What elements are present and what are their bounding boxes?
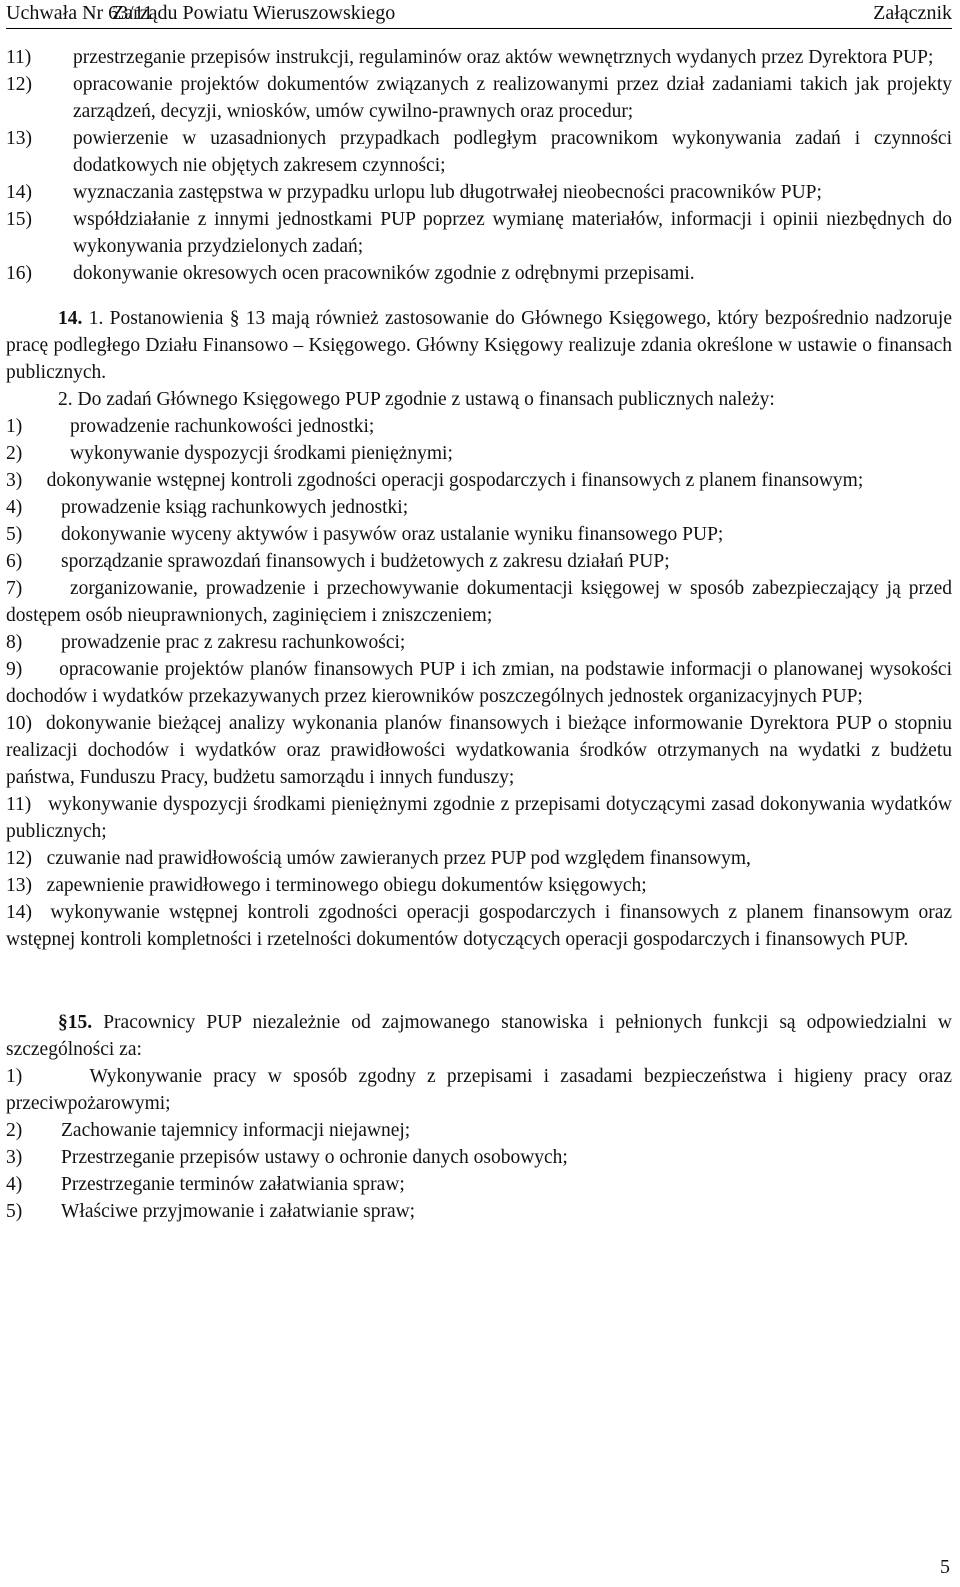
section-15 — [6, 1009, 952, 1063]
list-item: 2) Zachowanie tajemnicy informacji niejawnej; — [6, 1120, 411, 1141]
section-14 — [6, 305, 952, 413]
list-item: 14) wykonywanie wstępnej kontroli zgodności operacji gospodarczych i finansowych z planem finansowym oraz wstępnej kontroli kompletności i rzetelności dokumentów dotyczących operacji gospodarczych i finansowych PUP. — [6, 902, 953, 950]
list-item: 9) opracowanie projektów planów finansowych PUP i ich zmian, na podstawie informacji o planowanej wysokości dochodów i wydatków przekazywanych przez kierowników poszczególnych jednostek organizacyjnych PUP; — [6, 659, 952, 707]
document-body — [6, 44, 952, 1225]
list-item: 13) zapewnienie prawidłowego i terminowego obiegu dokumentów księgowych; — [6, 875, 647, 896]
list-item: 15) współdziałanie z innymi jednostkami PUP poprzez wymianę materiałów, informacji i opinii niezbędnych do wykonywania przydzielonych zadań; — [6, 209, 952, 257]
section-14-number: 14. — [58, 308, 83, 329]
list-item: 8) prowadzenie prac z zakresu rachunkowości; — [6, 632, 406, 653]
list-item: 11) wykonywanie dyspozycji środkami pieniężnymi zgodnie z przepisami dotyczącymi zasad dokonywania wydatków publicznych; — [6, 794, 952, 842]
list-item: 6) sporządzanie sprawozdań finansowych i budżetowych z zakresu działań PUP; — [6, 551, 670, 572]
list-item: 5) Właściwe przyjmowanie i załatwianie spraw; — [6, 1201, 416, 1222]
list-item: 12) opracowanie projektów dokumentów związanych z realizowanymi przez dział zadaniami takich jak projekty zarządzeń, decyzji, wniosków, umów cywilno-prawnych oraz procedur; — [6, 74, 952, 122]
page-header — [6, 0, 952, 29]
header-resolution: Uchwała Nr 63/11 — [6, 2, 153, 24]
list-item: 1) prowadzenie rachunkowości jednostki; — [6, 416, 375, 437]
list-b — [6, 413, 952, 953]
list-item: 11) przestrzeganie przepisów instrukcji, regulaminów oraz aktów wewnętrznych wydanych przez Dyrektora PUP; — [6, 47, 934, 68]
list-a — [6, 44, 952, 287]
header-attachment: Załącznik — [873, 2, 952, 24]
header-board: Zarządu Powiatu Wieruszowskiego — [112, 2, 396, 24]
list-item: 7) zorganizowanie, prowadzenie i przechowywanie dokumentacji księgowej w sposób zabezpieczający ją przed dostępem osób nieuprawnionych, zaginięciem i zniszczeniem; — [6, 578, 953, 626]
list-item: 4) prowadzenie ksiąg rachunkowych jednostki; — [6, 497, 409, 518]
section-15-paragraph: §15. Pracownicy PUP niezależnie od zajmowanego stanowiska i pełnionych funkcji są odpowiedzialni w szczególności za: — [6, 1012, 953, 1060]
section-14-paragraph-1: 14. 1. Postanowienia § 13 mają również zastosowanie do Głównego Księgowego, który bezpośrednio nadzoruje pracę podległego Działu Finansowo – Księgowego. Główny Księgowy realizuje zdania określone w ustawie o finansach publicznych. — [6, 308, 952, 383]
list-c — [6, 1063, 952, 1225]
list-item: 16) dokonywanie okresowych ocen pracowników zgodnie z odrębnymi przepisami. — [6, 263, 695, 284]
list-item: 1) Wykonywanie pracy w sposób zgodny z przepisami i zasadami bezpieczeństwa i higieny pracy oraz przeciwpożarowymi; — [6, 1066, 952, 1114]
section-14-paragraph-2: 2. Do zadań Głównego Księgowego PUP zgodnie z ustawą o finansach publicznych należy: — [58, 389, 775, 410]
list-item: 4) Przestrzeganie terminów załatwiania spraw; — [6, 1174, 405, 1195]
list-item: 3) Przestrzeganie przepisów ustawy o ochronie danych osobowych; — [6, 1147, 568, 1168]
list-item: 3) dokonywanie wstępnej kontroli zgodności operacji gospodarczych i finansowych z planem finansowym; — [6, 470, 864, 491]
list-item: 5) dokonywanie wyceny aktywów i pasywów oraz ustalanie wyniku finansowego PUP; — [6, 524, 724, 545]
section-15-number: §15. — [58, 1012, 93, 1033]
list-item: 12) czuwanie nad prawidłowością umów zawieranych przez PUP pod względem finansowym, — [6, 848, 751, 869]
list-item: 14) wyznaczania zastępstwa w przypadku urlopu lub długotrwałej nieobecności pracowników PUP; — [6, 182, 822, 203]
page-number: 5 — [940, 1556, 950, 1578]
list-item: 2) wykonywanie dyspozycji środkami pieniężnymi; — [6, 443, 453, 464]
list-item: 13) powierzenie w uzasadnionych przypadkach podległym pracownikom wykonywania zadań i czynności dodatkowych nie objętych zakresem czynności; — [6, 128, 952, 176]
list-item: 10) dokonywanie bieżącej analizy wykonania planów finansowych i bieżące informowanie Dyrektora PUP o stopniu realizacji dochodów i wydatków oraz prawidłowości wydatkowania środków otrzymanych na wydatki z budżetu państwa, Funduszu Pracy, budżetu samorządu i innych funduszy; — [6, 713, 953, 788]
